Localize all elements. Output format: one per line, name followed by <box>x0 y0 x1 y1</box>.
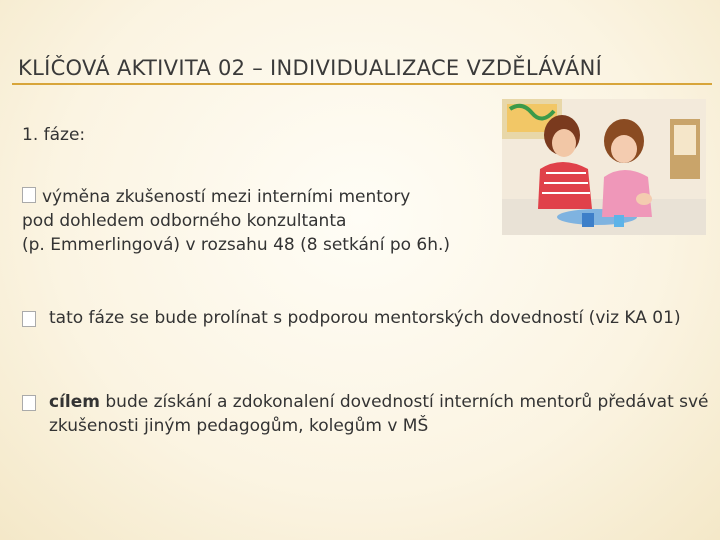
bullet-3-rest: bude získání a zdokonalení dovedností interních mentorů předávat své zkušenosti jiným pedagogům, kolegům v MŠ <box>49 392 709 436</box>
bullet-1-line-3: (p. Emmerlingová) v rozsahu 48 (8 setkání po 6h.) <box>22 235 451 255</box>
bullet-item-1 <box>22 185 542 257</box>
teacher-child-photo <box>502 99 706 235</box>
bullet-2-text: tato fáze se bude prolínat s podporou mentorských dovedností (viz KA 01) <box>49 308 681 328</box>
square-bullet-icon <box>22 395 36 411</box>
square-bullet-icon <box>22 311 36 327</box>
square-bullet-icon <box>22 187 36 203</box>
title-underline <box>12 83 712 85</box>
bullet-1-line-2: pod dohledem odborného konzultanta <box>22 211 347 231</box>
bullet-3-text <box>49 390 709 438</box>
phase-label: 1. fáze: <box>22 125 86 145</box>
bullet-3-bold: cílem <box>49 392 100 412</box>
bullet-1-line-1: výměna zkušeností mezi interními mentory <box>42 187 411 207</box>
slide-title: KLÍČOVÁ AKTIVITA 02 – INDIVIDUALIZACE VZDĚLÁVÁNÍ <box>18 56 603 80</box>
photo-illustration <box>502 99 706 235</box>
